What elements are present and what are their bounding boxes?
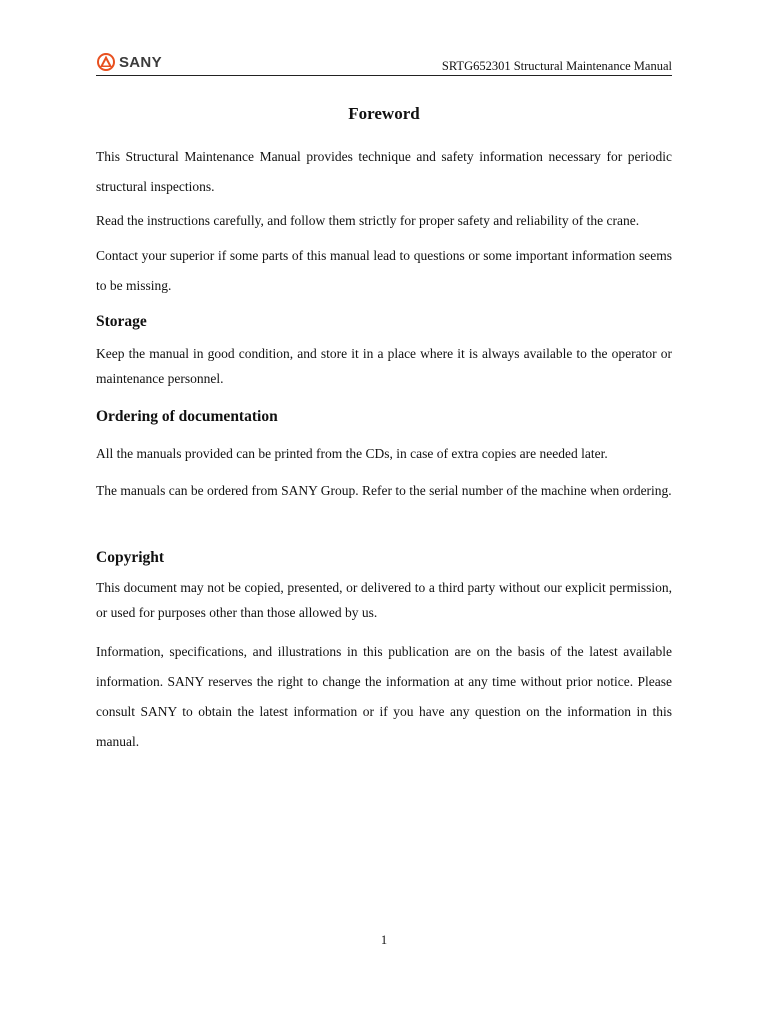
sany-logo-icon bbox=[96, 53, 116, 71]
brand-name: SANY bbox=[119, 53, 162, 71]
brand-logo bbox=[96, 53, 162, 71]
copyright-paragraph-1: This document may not be copied, presented, or delivered to a third party without our explicit permission, or used for purposes other than those allowed by us. bbox=[96, 580, 672, 620]
storage-paragraph: Keep the manual in good condition, and store it in a place where it is always available to the operator or maintenance personnel. bbox=[96, 346, 672, 386]
page-header bbox=[96, 50, 672, 78]
document-title: SRTG652301 Structural Maintenance Manual bbox=[441, 59, 672, 73]
page-title: Foreword bbox=[348, 104, 420, 123]
header-divider bbox=[96, 75, 672, 76]
storage-heading: Storage bbox=[96, 313, 147, 330]
intro-paragraph-1: This Structural Maintenance Manual provides technique and safety information necessary for periodic structural inspections. bbox=[96, 149, 672, 194]
copyright-heading: Copyright bbox=[96, 549, 165, 566]
ordering-heading: Ordering of documentation bbox=[96, 408, 278, 425]
ordering-paragraph-1: All the manuals provided can be printed from the CDs, in case of extra copies are needed later. bbox=[96, 446, 608, 461]
intro-paragraph-2: Read the instructions carefully, and follow them strictly for proper safety and reliability of the crane. bbox=[96, 213, 640, 228]
intro-paragraph-3: Contact your superior if some parts of this manual lead to questions or some important information seems to be missing. bbox=[96, 248, 672, 293]
copyright-paragraph-2: Information, specifications, and illustrations in this publication are on the basis of the latest available information. SANY reserves the right to change the information at any time without prior notice. Please consult SANY to obtain the latest information or if you have any question on the information in this manual. bbox=[96, 644, 672, 749]
page-number: 1 bbox=[380, 933, 388, 947]
ordering-paragraph-2: The manuals can be ordered from SANY Group. Refer to the serial number of the machine when ordering. bbox=[96, 483, 672, 498]
